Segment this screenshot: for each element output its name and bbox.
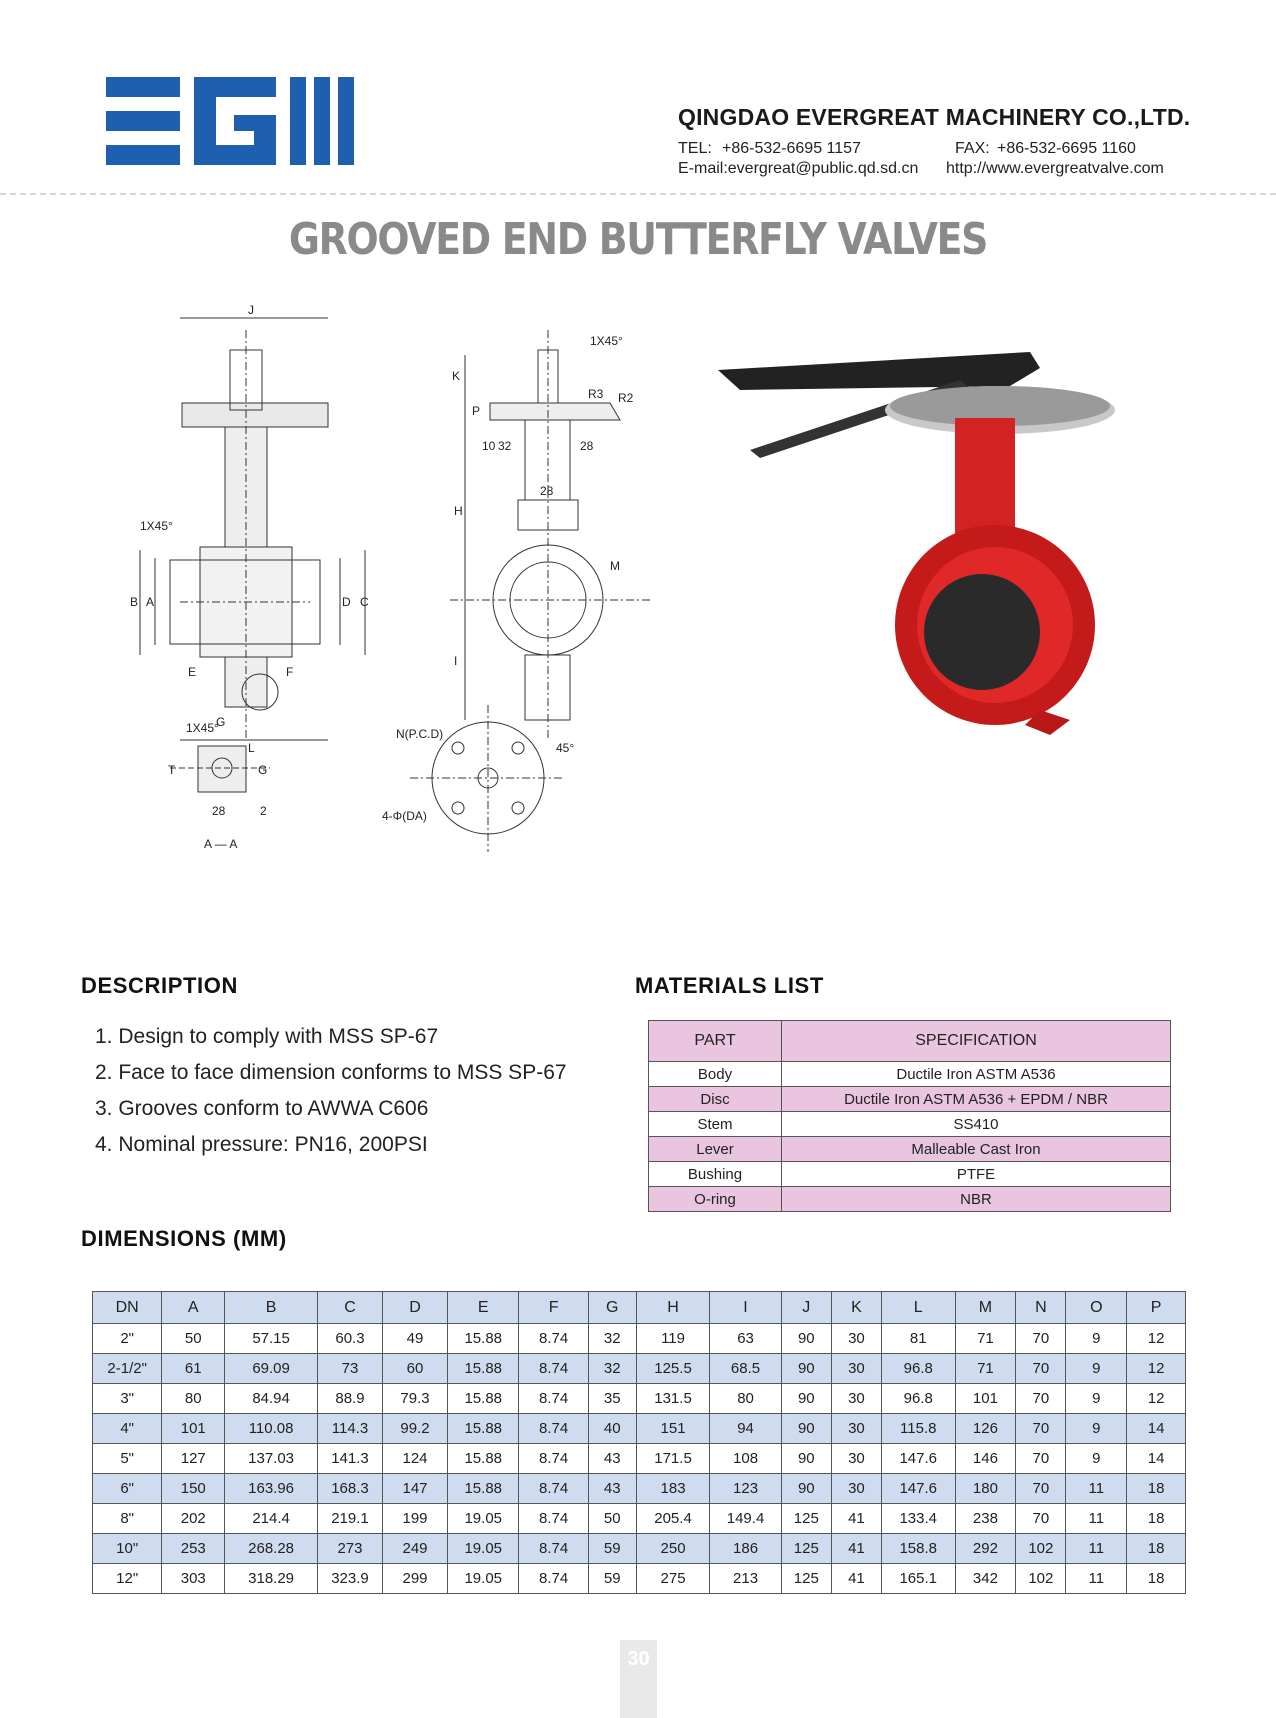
dimensions-cell: 125 — [781, 1564, 831, 1594]
dimensions-cell: 131.5 — [636, 1384, 710, 1414]
dimensions-row — [93, 1354, 1186, 1384]
dimensions-cell: 63 — [710, 1324, 781, 1354]
dimensions-cell: 108 — [710, 1444, 781, 1474]
dimensions-cell: 70 — [1016, 1474, 1066, 1504]
description-item: 2. Face to face dimension conforms to MSS SP-67 — [95, 1061, 567, 1084]
dimensions-cell: 9 — [1066, 1354, 1127, 1384]
materials-row — [649, 1162, 1171, 1187]
dimensions-cell: 12 — [1127, 1324, 1186, 1354]
dimensions-cell: 90 — [781, 1384, 831, 1414]
dimensions-cell: 2" — [93, 1324, 162, 1354]
company-name: QINGDAO EVERGREAT MACHINERY CO.,LTD. — [678, 104, 1191, 130]
dimensions-header-cell: D — [383, 1292, 448, 1324]
dimensions-cell: 84.94 — [225, 1384, 318, 1414]
dimensions-row — [93, 1324, 1186, 1354]
label-28-horizontal: 28 — [540, 484, 554, 498]
dimensions-cell: 40 — [588, 1414, 636, 1444]
dimensions-cell: 30 — [831, 1414, 881, 1444]
dimensions-header-cell: M — [955, 1292, 1016, 1324]
label-D: D — [342, 595, 351, 609]
label-G-side: G — [258, 763, 268, 777]
material-spec: PTFE — [782, 1162, 1171, 1187]
dimensions-cell: 94 — [710, 1414, 781, 1444]
dimensions-cell: 61 — [162, 1354, 225, 1384]
dimensions-cell: 115.8 — [881, 1414, 955, 1444]
materials-row — [649, 1187, 1171, 1212]
dimensions-cell: 35 — [588, 1384, 636, 1414]
dimensions-cell: 71 — [955, 1324, 1016, 1354]
dimensions-cell: 79.3 — [383, 1384, 448, 1414]
dimensions-cell: 213 — [710, 1564, 781, 1594]
materials-row — [649, 1087, 1171, 1112]
dimensions-cell: 14 — [1127, 1444, 1186, 1474]
dimensions-cell: 8.74 — [519, 1564, 588, 1594]
section-a-drawing — [170, 746, 270, 792]
description-item: 3. Grooves conform to AWWA C606 — [95, 1097, 429, 1120]
materials-header-spec: SPECIFICATION — [782, 1021, 1171, 1062]
valve-photo — [710, 340, 1150, 760]
dimensions-heading: DIMENSIONS (MM) — [81, 1226, 287, 1251]
dimensions-cell: 102 — [1016, 1564, 1066, 1594]
dimensions-cell: 141.3 — [317, 1444, 382, 1474]
dimensions-cell: 183 — [636, 1474, 710, 1504]
dimensions-header-cell: L — [881, 1292, 955, 1324]
label-chamfer-top: 1X45° — [140, 519, 173, 533]
dimensions-header-cell: G — [588, 1292, 636, 1324]
dimensions-cell: 205.4 — [636, 1504, 710, 1534]
dimensions-header-cell: K — [831, 1292, 881, 1324]
dimensions-cell: 11 — [1066, 1534, 1127, 1564]
dimensions-row — [93, 1444, 1186, 1474]
dimensions-cell: 8.74 — [519, 1534, 588, 1564]
dimensions-cell: 2-1/2" — [93, 1354, 162, 1384]
fax-label: FAX: — [955, 140, 990, 157]
dimensions-cell: 119 — [636, 1324, 710, 1354]
dimensions-cell: 43 — [588, 1444, 636, 1474]
dimensions-header-cell: N — [1016, 1292, 1066, 1324]
dimensions-cell: 70 — [1016, 1324, 1066, 1354]
dimensions-header-cell: I — [710, 1292, 781, 1324]
dimensions-cell: 70 — [1016, 1504, 1066, 1534]
material-part: Stem — [649, 1112, 782, 1137]
label-E: E — [188, 665, 197, 679]
dimensions-cell: 171.5 — [636, 1444, 710, 1474]
dimensions-cell: 249 — [383, 1534, 448, 1564]
dimensions-cell: 59 — [588, 1534, 636, 1564]
dimensions-cell: 275 — [636, 1564, 710, 1594]
material-part: O-ring — [649, 1187, 782, 1212]
dimensions-cell: 50 — [162, 1324, 225, 1354]
dimensions-cell: 5" — [93, 1444, 162, 1474]
dimensions-cell: 299 — [383, 1564, 448, 1594]
dimensions-header-cell: E — [448, 1292, 519, 1324]
label-holes: 4-Φ(DA) — [382, 809, 427, 823]
label-P: P — [472, 404, 481, 418]
dimensions-cell: 19.05 — [448, 1534, 519, 1564]
dimensions-cell: 12 — [1127, 1384, 1186, 1414]
dimensions-cell: 18 — [1127, 1474, 1186, 1504]
dimensions-cell: 80 — [710, 1384, 781, 1414]
material-part: Bushing — [649, 1162, 782, 1187]
dimensions-cell: 318.29 — [225, 1564, 318, 1594]
page-title: GROOVED END BUTTERFLY VALVES — [288, 214, 988, 265]
dimensions-cell: 49 — [383, 1324, 448, 1354]
label-B: B — [130, 595, 139, 609]
dimensions-cell: 60 — [383, 1354, 448, 1384]
dimensions-cell: 125 — [781, 1534, 831, 1564]
materials-heading: MATERIALS LIST — [635, 973, 824, 998]
dimensions-cell: 50 — [588, 1504, 636, 1534]
materials-table — [648, 1020, 1171, 1212]
dimensions-header-cell: O — [1066, 1292, 1127, 1324]
material-part: Body — [649, 1062, 782, 1087]
page-number: 30 — [627, 1648, 650, 1670]
dimensions-cell: 11 — [1066, 1504, 1127, 1534]
dimensions-cell: 60.3 — [317, 1324, 382, 1354]
material-part: Disc — [649, 1087, 782, 1112]
dimensions-cell: 70 — [1016, 1354, 1066, 1384]
dimensions-cell: 147.6 — [881, 1474, 955, 1504]
material-spec: Ductile Iron ASTM A536 — [782, 1062, 1171, 1087]
dimensions-cell: 147 — [383, 1474, 448, 1504]
dimensions-cell: 127 — [162, 1444, 225, 1474]
dimensions-cell: 8.74 — [519, 1414, 588, 1444]
label-G-top: G — [216, 715, 226, 729]
dimensions-cell: 81 — [881, 1324, 955, 1354]
dimensions-cell: 146 — [955, 1444, 1016, 1474]
dimensions-cell: 253 — [162, 1534, 225, 1564]
dimensions-cell: 57.15 — [225, 1324, 318, 1354]
dimensions-cell: 101 — [955, 1384, 1016, 1414]
dimensions-cell: 19.05 — [448, 1564, 519, 1594]
tel-number: +86-532-6695 1157 — [722, 140, 861, 157]
dimensions-cell: 268.28 — [225, 1534, 318, 1564]
materials-row — [649, 1062, 1171, 1087]
technical-drawings — [110, 300, 750, 940]
label-28-vertical: 28 — [580, 439, 594, 453]
dimensions-cell: 125.5 — [636, 1354, 710, 1384]
dimensions-header-cell: P — [1127, 1292, 1186, 1324]
dimensions-cell: 32 — [588, 1324, 636, 1354]
materials-row — [649, 1112, 1171, 1137]
label-M: M — [610, 559, 620, 573]
dimensions-cell: 59 — [588, 1564, 636, 1594]
dimensions-header-cell: F — [519, 1292, 588, 1324]
dimensions-cell: 41 — [831, 1534, 881, 1564]
materials-row — [649, 1137, 1171, 1162]
dimensions-row — [93, 1534, 1186, 1564]
dimensions-cell: 9 — [1066, 1444, 1127, 1474]
dimensions-cell: 9 — [1066, 1384, 1127, 1414]
label-T: T — [168, 763, 176, 777]
dimensions-cell: 133.4 — [881, 1504, 955, 1534]
email: E-mail:evergreat@public.qd.sd.cn — [678, 160, 919, 177]
dimensions-table — [92, 1291, 1186, 1594]
dimensions-cell: 14 — [1127, 1414, 1186, 1444]
dimensions-cell: 3" — [93, 1384, 162, 1414]
dimensions-cell: 8.74 — [519, 1474, 588, 1504]
dimensions-cell: 8.74 — [519, 1324, 588, 1354]
dimensions-cell: 292 — [955, 1534, 1016, 1564]
dimensions-cell: 165.1 — [881, 1564, 955, 1594]
dimensions-cell: 158.8 — [881, 1534, 955, 1564]
dimensions-cell: 4" — [93, 1414, 162, 1444]
dimensions-cell: 250 — [636, 1534, 710, 1564]
dimensions-cell: 43 — [588, 1474, 636, 1504]
dimensions-header-cell: DN — [93, 1292, 162, 1324]
dimensions-cell: 90 — [781, 1324, 831, 1354]
label-F: F — [286, 665, 294, 679]
dimensions-cell: 151 — [636, 1414, 710, 1444]
dimensions-cell: 30 — [831, 1354, 881, 1384]
dimensions-cell: 32 — [588, 1354, 636, 1384]
dimensions-cell: 96.8 — [881, 1384, 955, 1414]
dimensions-cell: 41 — [831, 1564, 881, 1594]
dimensions-cell: 30 — [831, 1324, 881, 1354]
dimensions-cell: 19.05 — [448, 1504, 519, 1534]
header-divider — [0, 193, 1276, 195]
dimensions-cell: 180 — [955, 1474, 1016, 1504]
dimensions-cell: 70 — [1016, 1414, 1066, 1444]
dimensions-cell: 110.08 — [225, 1414, 318, 1444]
dimensions-cell: 90 — [781, 1354, 831, 1384]
dimensions-cell: 102 — [1016, 1534, 1066, 1564]
dimensions-cell: 303 — [162, 1564, 225, 1594]
dimensions-cell: 214.4 — [225, 1504, 318, 1534]
dimensions-cell: 101 — [162, 1414, 225, 1444]
materials-header-row — [649, 1021, 1171, 1062]
label-32: 32 — [498, 439, 512, 453]
dimensions-cell: 30 — [831, 1474, 881, 1504]
dimensions-cell: 90 — [781, 1474, 831, 1504]
dimensions-cell: 219.1 — [317, 1504, 382, 1534]
dimensions-cell: 10" — [93, 1534, 162, 1564]
dimensions-row — [93, 1384, 1186, 1414]
dimensions-cell: 12 — [1127, 1354, 1186, 1384]
material-part: Lever — [649, 1137, 782, 1162]
label-chamfer-bottom: 1X45° — [186, 721, 219, 735]
dimensions-cell: 96.8 — [881, 1354, 955, 1384]
dimensions-cell: 8.74 — [519, 1384, 588, 1414]
label-npcd: N(P.C.D) — [396, 727, 444, 741]
material-spec: NBR — [782, 1187, 1171, 1212]
dimensions-cell: 168.3 — [317, 1474, 382, 1504]
dimensions-cell: 9 — [1066, 1324, 1127, 1354]
dimensions-cell: 15.88 — [448, 1384, 519, 1414]
dimensions-cell: 70 — [1016, 1384, 1066, 1414]
dimensions-cell: 323.9 — [317, 1564, 382, 1594]
dimensions-header-cell: J — [781, 1292, 831, 1324]
dimensions-cell: 123 — [710, 1474, 781, 1504]
dimensions-cell: 15.88 — [448, 1324, 519, 1354]
dimensions-cell: 124 — [383, 1444, 448, 1474]
dimensions-header-cell: C — [317, 1292, 382, 1324]
dimensions-cell: 99.2 — [383, 1414, 448, 1444]
label-R2: R2 — [618, 391, 634, 405]
dimensions-cell: 163.96 — [225, 1474, 318, 1504]
dimensions-cell: 137.03 — [225, 1444, 318, 1474]
description-heading: DESCRIPTION — [81, 973, 238, 998]
dimensions-cell: 8.74 — [519, 1444, 588, 1474]
dimensions-cell: 11 — [1066, 1474, 1127, 1504]
material-spec: Malleable Cast Iron — [782, 1137, 1171, 1162]
dimensions-cell: 88.9 — [317, 1384, 382, 1414]
dimensions-cell: 68.5 — [710, 1354, 781, 1384]
label-I: I — [454, 654, 458, 668]
dimensions-cell: 30 — [831, 1444, 881, 1474]
dimensions-cell: 15.88 — [448, 1414, 519, 1444]
dimensions-cell: 8.74 — [519, 1504, 588, 1534]
description-item: 1. Design to comply with MSS SP-67 — [95, 1025, 439, 1048]
dimensions-cell: 6" — [93, 1474, 162, 1504]
website: http://www.evergreatvalve.com — [946, 160, 1164, 177]
dimensions-cell: 273 — [317, 1534, 382, 1564]
dimensions-cell: 199 — [383, 1504, 448, 1534]
dimensions-row — [93, 1474, 1186, 1504]
dimensions-cell: 18 — [1127, 1504, 1186, 1534]
dimensions-cell: 41 — [831, 1504, 881, 1534]
label-H: H — [454, 504, 463, 518]
dimensions-cell: 147.6 — [881, 1444, 955, 1474]
label-R3: R3 — [588, 387, 604, 401]
label-K: K — [452, 369, 461, 383]
dimensions-cell: 114.3 — [317, 1414, 382, 1444]
label-section: A — A — [204, 837, 238, 851]
dimensions-cell: 8" — [93, 1504, 162, 1534]
dimensions-cell: 125 — [781, 1504, 831, 1534]
label-A: A — [146, 595, 155, 609]
dimensions-cell: 70 — [1016, 1444, 1066, 1474]
dimensions-cell: 126 — [955, 1414, 1016, 1444]
dimensions-cell: 342 — [955, 1564, 1016, 1594]
label-L: L — [248, 741, 255, 755]
dimensions-row — [93, 1564, 1186, 1594]
dimensions-header-cell: H — [636, 1292, 710, 1324]
label-C: C — [360, 595, 369, 609]
dimensions-header-cell: A — [162, 1292, 225, 1324]
materials-header-part: PART — [649, 1021, 782, 1062]
dimensions-cell: 73 — [317, 1354, 382, 1384]
dimensions-cell: 9 — [1066, 1414, 1127, 1444]
dimensions-cell: 12" — [93, 1564, 162, 1594]
dimensions-header-cell: B — [225, 1292, 318, 1324]
dimensions-cell: 90 — [781, 1414, 831, 1444]
dimensions-header-row — [93, 1292, 1186, 1324]
fax-number: +86-532-6695 1160 — [997, 140, 1136, 157]
dimensions-cell: 238 — [955, 1504, 1016, 1534]
dimensions-cell: 150 — [162, 1474, 225, 1504]
description-item: 4. Nominal pressure: PN16, 200PSI — [95, 1133, 428, 1156]
dimensions-cell: 15.88 — [448, 1354, 519, 1384]
company-logo — [106, 77, 354, 165]
tel-label: TEL: — [678, 140, 712, 157]
dimensions-cell: 80 — [162, 1384, 225, 1414]
label-chamfer-side: 1X45° — [590, 334, 623, 348]
dimensions-row — [93, 1414, 1186, 1444]
dimensions-cell: 15.88 — [448, 1444, 519, 1474]
material-spec: SS410 — [782, 1112, 1171, 1137]
dimensions-cell: 18 — [1127, 1564, 1186, 1594]
label-10: 10 — [482, 439, 496, 453]
material-spec: Ductile Iron ASTM A536 + EPDM / NBR — [782, 1087, 1171, 1112]
label-28-section: 28 — [212, 804, 226, 818]
dimensions-cell: 11 — [1066, 1564, 1127, 1594]
dimensions-cell: 30 — [831, 1384, 881, 1414]
dimensions-cell: 18 — [1127, 1534, 1186, 1564]
dimensions-cell: 186 — [710, 1534, 781, 1564]
label-angle: 45° — [556, 741, 575, 755]
dimensions-cell: 71 — [955, 1354, 1016, 1384]
dimensions-cell: 202 — [162, 1504, 225, 1534]
dimensions-cell: 15.88 — [448, 1474, 519, 1504]
dimensions-cell: 69.09 — [225, 1354, 318, 1384]
label-2: 2 — [260, 804, 267, 818]
dimensions-cell: 90 — [781, 1444, 831, 1474]
dimensions-cell: 8.74 — [519, 1354, 588, 1384]
front-section-drawing — [140, 318, 365, 740]
label-J: J — [248, 303, 254, 317]
dimensions-cell: 149.4 — [710, 1504, 781, 1534]
dimensions-row — [93, 1504, 1186, 1534]
